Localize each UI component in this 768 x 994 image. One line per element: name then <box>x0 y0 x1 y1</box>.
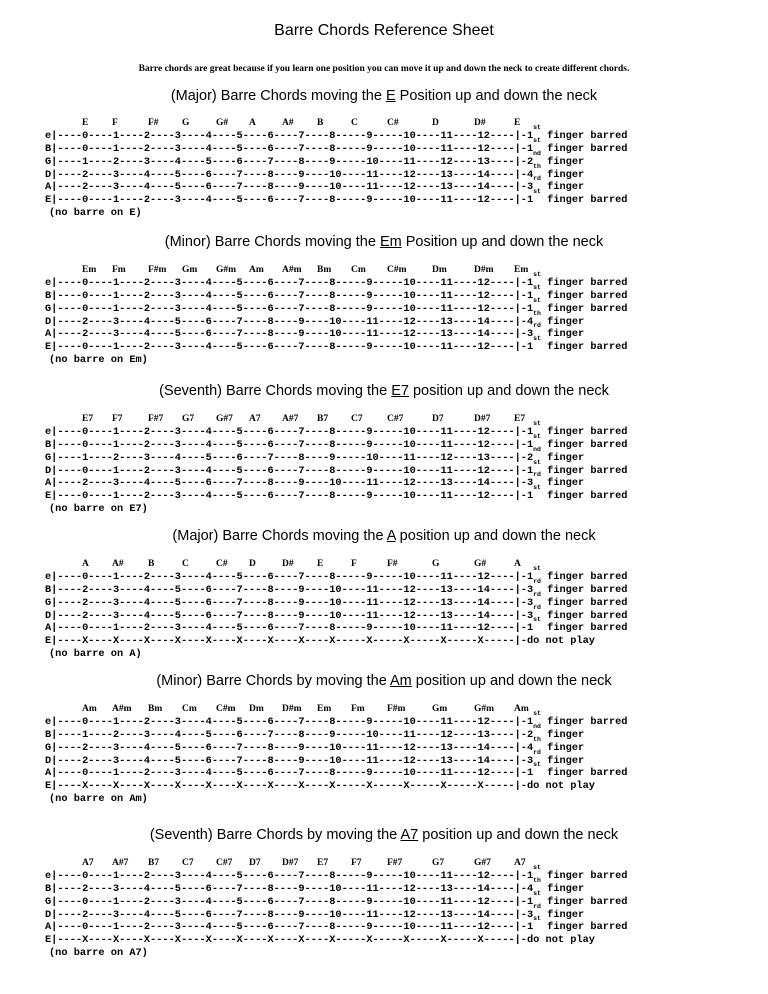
tab-text: B|----1----2----3----4----5----6----7----8----9-----10----11----12----13----|-2 <box>45 728 534 741</box>
chord-name: Em <box>317 704 332 714</box>
chord-name: F <box>112 118 118 128</box>
shape-name: E <box>385 88 396 104</box>
ordinal-suffix: rd <box>533 590 541 598</box>
ordinal-suffix: th <box>533 876 541 884</box>
tab-text: E|----0----1----2----3----4----5----6----7----8-----9-----10----11----12----|-1 <box>45 341 534 354</box>
chord-name: E7 <box>82 414 94 424</box>
finger-instruction: finger <box>540 477 585 490</box>
tab-text: D|----2----3----4----5----6----7----8----9----10----11----12----13----14----|-4 <box>45 315 534 328</box>
tab-text: A|----0----1----2----3----4----5----6----7----8-----9-----10----11----12----|-1 <box>45 622 534 635</box>
ordinal-suffix: rd <box>533 322 541 330</box>
chord-name: G7 <box>432 858 445 868</box>
ordinal-suffix: rd <box>533 175 541 183</box>
chord-name: D#7 <box>474 414 491 424</box>
chord-name: D7 <box>249 858 261 868</box>
tab-text: E|----0----1----2----3----4----5----6----7----8-----9-----10----11----12----|-1 <box>45 194 534 207</box>
chord-name: D <box>249 559 256 569</box>
tab-text: G|----2----3----4----5----6----7----8----9----10----11----12----13----14----|-4 <box>45 741 534 754</box>
finger-instruction: finger barred <box>540 289 628 302</box>
finger-instruction: finger <box>540 181 585 194</box>
tab-text: E|----X----X----X----X----X----X----X----X----X-----X-----X-----X-----X-----|-do not play <box>45 635 595 648</box>
chord-name: G <box>432 559 440 569</box>
chord-name: B <box>317 118 324 128</box>
tab-block <box>45 124 628 220</box>
shape-name: A <box>386 528 396 544</box>
ordinal-suffix: th <box>533 309 541 317</box>
chord-name: E7 <box>317 858 329 868</box>
chord-name: C <box>351 118 358 128</box>
tab-text: A|----2----3----4----5----6----7----8----9----10----11----12----13----14----|-3 <box>45 328 534 341</box>
tab-text: e|----0----1----2----3----4----5----6----7----8-----9-----10----11----12----|-1 <box>45 870 534 882</box>
heading-text: (Seventh) Barre Chords moving the <box>159 383 392 399</box>
chord-name: Am <box>82 704 97 714</box>
tab-text: B|----0----1----2----3----4----5----6----7----8-----9-----10----11----12----|-1 <box>45 289 534 302</box>
finger-instruction: finger barred <box>540 194 628 207</box>
chord-name: F#7 <box>387 858 403 868</box>
shape-name: Am <box>390 673 412 689</box>
ordinal-suffix: st <box>533 271 541 278</box>
chord-name: Fm <box>351 704 365 714</box>
tab-text: E|----X----X----X----X----X----X----X----X----X-----X-----X-----X-----X-----|-do not play <box>45 780 595 793</box>
chord-name: D#m <box>474 265 494 275</box>
chord-name: G#7 <box>216 414 233 424</box>
finger-instruction: finger barred <box>540 767 628 780</box>
section-heading <box>0 528 768 544</box>
tab-string-line <box>45 188 628 207</box>
chord-name: G#m <box>474 704 495 714</box>
chord-name: F# <box>148 118 159 128</box>
tab-text: D|----2----3----4----5----6----7----8----9----10----11----12----13----14----|-4 <box>45 168 534 181</box>
chord-name: D <box>432 118 439 128</box>
tab-string-line <box>45 934 627 947</box>
chord-name: F#m <box>148 265 167 275</box>
section-heading <box>0 827 768 843</box>
section-heading <box>0 234 768 250</box>
ordinal-suffix: st <box>533 420 541 427</box>
section-heading <box>0 383 768 399</box>
chord-name: C7 <box>182 858 194 868</box>
no-barre-note: (no barre on A) <box>49 648 142 661</box>
chord-name: B <box>148 559 155 569</box>
tab-string-line <box>45 635 627 648</box>
chord-name: G# <box>216 118 229 128</box>
finger-instruction: finger barred <box>540 622 628 635</box>
tab-text: A|----2----3----4----5----6----7----8----9----10----11----12----13----14----|-3 <box>45 181 534 194</box>
tab-block <box>45 864 628 960</box>
tab-text: G|----1----2----3----4----5----6----7----8----9-----10----11----12----13----|-2 <box>45 451 534 464</box>
chord-name: C# <box>387 118 399 128</box>
tab-text: G|----2----3----4----5----6----7----8----9----10----11----12----13----14----|-3 <box>45 596 534 609</box>
finger-instruction: finger <box>540 451 585 464</box>
chord-name: A7 <box>82 858 94 868</box>
finger-instruction: finger barred <box>540 921 628 934</box>
ordinal-suffix: st <box>533 565 541 572</box>
page-title: Barre Chords Reference Sheet <box>274 22 494 39</box>
finger-instruction: finger barred <box>540 895 628 908</box>
ordinal-suffix: st <box>533 283 541 291</box>
tab-text: D|----0----1----2----3----4----5----6----7----8-----9-----10----11----12----|-1 <box>45 464 534 477</box>
finger-instruction: finger <box>540 315 585 328</box>
ordinal-suffix: st <box>533 484 541 492</box>
section-heading <box>0 673 768 689</box>
chord-name: F7 <box>351 858 362 868</box>
chord-name: D# <box>282 559 294 569</box>
ordinal-suffix: st <box>533 616 541 624</box>
ordinal-suffix: st <box>533 335 541 343</box>
finger-instruction: finger barred <box>540 596 628 609</box>
ordinal-suffix: rd <box>533 577 541 585</box>
chord-name: B7 <box>148 858 160 868</box>
chord-name: G <box>182 118 190 128</box>
ordinal-suffix: rd <box>533 902 541 910</box>
tab-text: G|----0----1----2----3----4----5----6----7----8-----9-----10----11----12----|-1 <box>45 302 534 315</box>
shape-name: Em <box>379 234 402 250</box>
chord-name: F <box>351 559 357 569</box>
chord-name: Dm <box>249 704 264 714</box>
heading-text: Position up and down the neck <box>395 88 598 104</box>
tab-block <box>45 565 628 661</box>
chord-name: D# <box>474 118 486 128</box>
chord-name: D#7 <box>282 858 299 868</box>
tab-text: G|----1----2----3----4----5----6----7----8----9-----10----11----12----13----|-2 <box>45 155 534 168</box>
chord-name: A <box>514 559 521 569</box>
tab-text: D|----2----3----4----5----6----7----8----9----10----11----12----13----14----|-3 <box>45 754 534 767</box>
tab-text: D|----2----3----4----5----6----7----8----9----10----11----12----13----14----|-3 <box>45 908 534 921</box>
finger-instruction: finger barred <box>540 341 628 354</box>
chord-name: Cm <box>351 265 366 275</box>
finger-instruction: finger <box>540 155 585 168</box>
tab-text: B|----2----3----4----5----6----7----8----9----10----11----12----13----14----|-4 <box>45 882 534 895</box>
intro-text: Barre chords are great because if you learn one position you can move it up and down the neck to create different chords. <box>138 64 630 74</box>
chord-name: E <box>514 118 521 128</box>
ordinal-suffix: rd <box>533 603 541 611</box>
ordinal-suffix: th <box>533 162 541 170</box>
chord-name: B7 <box>317 414 329 424</box>
shape-name: E7 <box>391 383 409 399</box>
finger-instruction: finger <box>540 328 585 341</box>
tab-text: B|----0----1----2----3----4----5----6----7----8-----9-----10----11----12----|-1 <box>45 438 534 451</box>
tab-text: D|----2----3----4----5----6----7----8----9----10----11----12----13----14----|-3 <box>45 609 534 622</box>
finger-instruction: finger barred <box>540 490 628 503</box>
heading-text: position up and down the neck <box>395 528 596 544</box>
heading-text: (Minor) Barre Chords moving the <box>164 234 380 250</box>
finger-instruction: finger <box>540 754 585 767</box>
tab-text: A|----0----1----2----3----4----5----6----7----8-----9-----10----11----12----|-1 <box>45 767 534 780</box>
ordinal-suffix: nd <box>533 149 541 157</box>
chord-name: A7 <box>249 414 261 424</box>
ordinal-suffix: st <box>533 710 541 717</box>
heading-text: (Major) Barre Chords moving the <box>170 88 386 104</box>
chord-name: Bm <box>148 704 163 714</box>
finger-instruction: finger barred <box>540 426 628 438</box>
ordinal-suffix: st <box>533 188 541 196</box>
chord-name: A#m <box>282 265 302 275</box>
chord-name: Bm <box>317 265 332 275</box>
chord-name: D7 <box>432 414 444 424</box>
chord-name: F# <box>387 559 398 569</box>
chord-name: A <box>249 118 256 128</box>
heading-text: (Seventh) Barre Chords by moving the <box>149 827 401 843</box>
tab-block <box>45 271 628 367</box>
chord-name: A#7 <box>282 414 299 424</box>
chord-name: G7 <box>182 414 195 424</box>
ordinal-suffix: rd <box>533 748 541 756</box>
finger-instruction: finger barred <box>540 130 628 142</box>
tab-text: A|----0----1----2----3----4----5----6----7----8-----9-----10----11----12----|-1 <box>45 921 534 934</box>
chord-name: Gm <box>182 265 198 275</box>
chord-name: E7 <box>514 414 526 424</box>
tab-block <box>45 420 628 516</box>
chord-name: G#7 <box>474 858 491 868</box>
chord-name: C#m <box>387 265 407 275</box>
section-heading <box>0 88 768 104</box>
shape-name: A7 <box>400 827 419 843</box>
heading-text: position up and down the neck <box>418 827 619 843</box>
ordinal-suffix: nd <box>533 722 541 730</box>
tab-string-line <box>45 484 628 503</box>
heading-text: position up and down the neck <box>408 383 609 399</box>
ordinal-suffix: st <box>533 458 541 466</box>
no-barre-note: (no barre on A7) <box>49 947 148 960</box>
chord-name: C <box>182 559 189 569</box>
finger-instruction: finger barred <box>540 609 628 622</box>
tab-text: e|----0----1----2----3----4----5----6----7----8-----9-----10----11----12----|-1 <box>45 426 534 438</box>
chord-name: A#m <box>112 704 132 714</box>
tab-text: e|----0----1----2----3----4----5----6----7----8-----9-----10----11----12----|-1 <box>45 130 534 142</box>
tab-text: e|----0----1----2----3----4----5----6----7----8-----9-----10----11----12----|-1 <box>45 716 534 728</box>
tab-text: B|----2----3----4----5----6----7----8----9----10----11----12----13----14----|-3 <box>45 583 534 596</box>
finger-instruction: finger barred <box>540 302 628 315</box>
tab-text: e|----0----1----2----3----4----5----6----7----8-----9-----10----11----12----|-1 <box>45 277 534 289</box>
chord-name: A7 <box>514 858 526 868</box>
ordinal-suffix: st <box>533 432 541 440</box>
chord-name: Em <box>514 265 529 275</box>
heading-text: position up and down the neck <box>411 673 612 689</box>
heading-text: Position up and down the neck <box>401 234 604 250</box>
chord-name: C7 <box>351 414 363 424</box>
chord-name: Dm <box>432 265 447 275</box>
tab-string-line <box>45 915 628 934</box>
no-barre-note: (no barre on Em) <box>49 354 148 367</box>
chord-name: Fm <box>112 265 126 275</box>
ordinal-suffix: st <box>533 124 541 131</box>
tab-string-line <box>45 335 628 354</box>
chord-name: A# <box>112 559 124 569</box>
tab-text: E|----0----1----2----3----4----5----6----7----8-----9-----10----11----12----|-1 <box>45 490 534 503</box>
tab-text: E|----X----X----X----X----X----X----X----X----X-----X-----X-----X-----X-----|-do not play <box>45 934 595 947</box>
ordinal-suffix: st <box>533 915 541 923</box>
tab-string-line <box>45 780 627 793</box>
finger-instruction: finger barred <box>540 870 628 882</box>
finger-instruction: finger <box>540 168 585 181</box>
chord-name: A#7 <box>112 858 129 868</box>
no-barre-note: (no barre on E7) <box>49 503 148 516</box>
chord-name: G#m <box>216 265 237 275</box>
ordinal-suffix: th <box>533 735 541 743</box>
chord-name: Am <box>249 265 264 275</box>
finger-instruction: finger barred <box>540 716 628 728</box>
finger-instruction: finger barred <box>540 464 628 477</box>
chord-name: E <box>317 559 324 569</box>
ordinal-suffix: st <box>533 136 541 144</box>
no-barre-note: (no barre on Am) <box>49 793 148 806</box>
tab-text: B|----0----1----2----3----4----5----6----7----8-----9-----10----11----12----|-1 <box>45 142 534 155</box>
chord-name: A <box>82 559 89 569</box>
chord-name: F#7 <box>148 414 164 424</box>
chord-name: C#7 <box>216 858 233 868</box>
tab-string-line <box>45 616 628 635</box>
heading-text: (Major) Barre Chords moving the <box>172 528 387 544</box>
no-barre-note: (no barre on E) <box>49 207 142 220</box>
chord-name: F#m <box>387 704 406 714</box>
ordinal-suffix: nd <box>533 445 541 453</box>
finger-instruction: finger barred <box>540 438 628 451</box>
finger-instruction: finger <box>540 741 585 754</box>
finger-instruction: finger <box>540 728 585 741</box>
chord-name: F7 <box>112 414 123 424</box>
ordinal-suffix: st <box>533 296 541 304</box>
finger-instruction: finger barred <box>540 583 628 596</box>
chord-name: G# <box>474 559 487 569</box>
heading-text: (Minor) Barre Chords by moving the <box>156 673 391 689</box>
chord-name: A# <box>282 118 294 128</box>
finger-instruction: finger <box>540 882 585 895</box>
finger-instruction: finger <box>540 908 585 921</box>
chord-name: Cm <box>182 704 197 714</box>
chord-name: Gm <box>432 704 448 714</box>
ordinal-suffix: st <box>533 889 541 897</box>
ordinal-suffix: st <box>533 761 541 769</box>
chord-name: C#m <box>216 704 236 714</box>
chord-name: C#7 <box>387 414 404 424</box>
chord-name: Am <box>514 704 529 714</box>
finger-instruction: finger barred <box>540 571 628 583</box>
finger-instruction: finger barred <box>540 142 628 155</box>
finger-instruction: finger barred <box>540 277 628 289</box>
tab-string-line <box>45 761 628 780</box>
tab-text: e|----0----1----2----3----4----5----6----7----8-----9-----10----11----12----|-1 <box>45 571 534 583</box>
ordinal-suffix: rd <box>533 471 541 479</box>
tab-text: G|----0----1----2----3----4----5----6----7----8-----9-----10----11----12----|-1 <box>45 895 534 908</box>
chord-name: D#m <box>282 704 302 714</box>
chord-name: C# <box>216 559 228 569</box>
ordinal-suffix: st <box>533 864 541 871</box>
tab-text: A|----2----3----4----5----6----7----8----9----10----11----12----13----14----|-3 <box>45 477 534 490</box>
chord-name: Em <box>82 265 97 275</box>
chord-name: E <box>82 118 89 128</box>
tab-block <box>45 710 628 806</box>
